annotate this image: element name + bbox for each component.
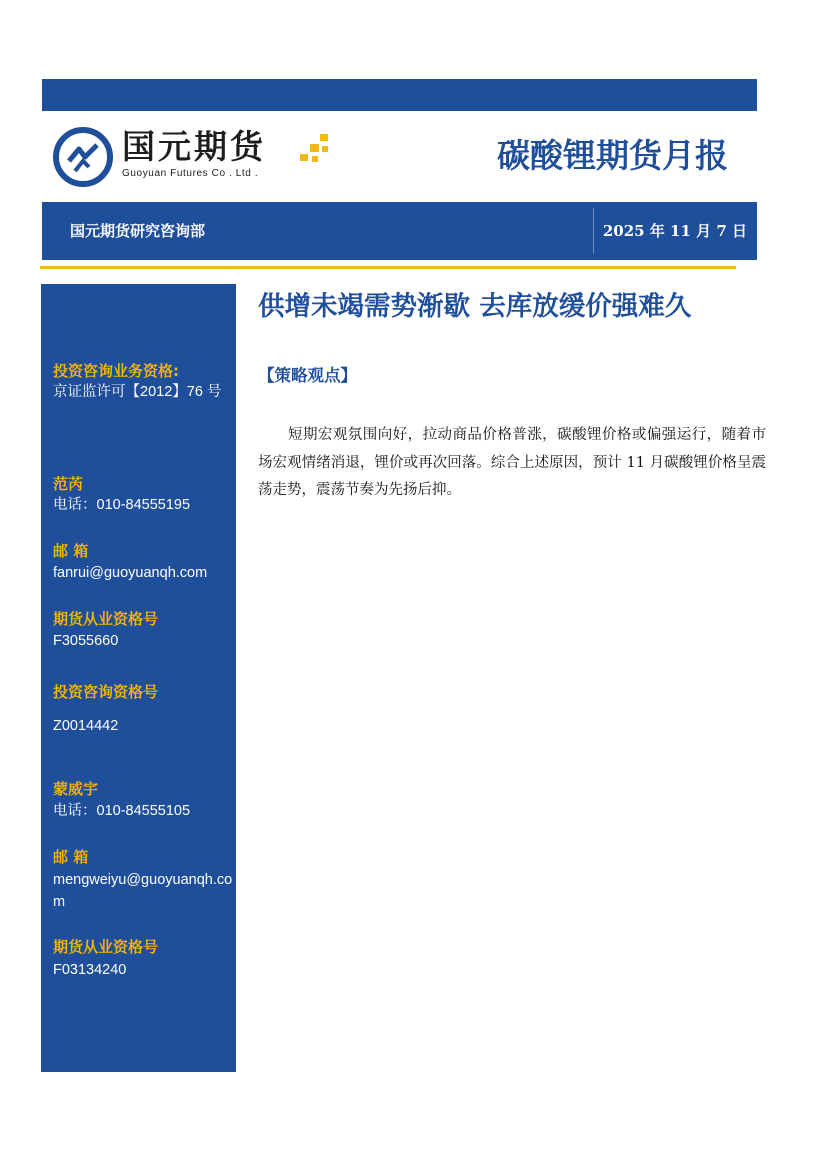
analyst-phone: 电话：010-84555195 [53,497,191,513]
invest-cert-label: 投资咨询资格号 [53,683,159,701]
guoyuan-logo-icon [53,127,113,187]
strategy-paragraph: 短期宏观氛围向好，拉动商品价格普涨，碳酸锂价格或偏强运行，随着市场宏观情绪消退，锂价或再次回落。综合上述原因，预计 11 月碳酸锂价格呈震荡走势，震荡节奏为先扬后抑。 [258,427,766,498]
qualification-label: 投资咨询业务资格: [53,362,179,380]
analyst-email[interactable]: fanrui@guoyuanqh.com [53,565,208,581]
email-label: 邮 箱 [53,542,89,560]
report-date: 2025 年 11 月 7 日 [602,222,747,240]
logo-english-name: Guoyuan Futures Co . Ltd . [122,168,259,179]
qualification-value: 京证监许可【2012】76 号 [53,384,222,400]
futures-cert-label: 期货从业资格号 [53,938,159,956]
gold-divider-line [40,266,736,269]
futures-cert-number: F3055660 [53,633,119,649]
analyst-name: 范芮 [53,475,84,493]
futures-cert-label: 期货从业资格号 [53,610,159,628]
email-label: 邮 箱 [53,848,89,866]
futures-cert-number: F03134240 [53,962,127,978]
invest-cert-number: Z0014442 [53,718,119,734]
analyst-phone: 电话：010-84555105 [53,803,191,819]
logo-chinese-name: 国元期货 [122,127,266,166]
section-heading: 【策略观点】 [258,366,357,385]
divider [593,208,594,254]
report-headline: 供增未竭需势渐歇 去库放缓价强难久 [258,291,692,322]
contact-sidebar [41,284,236,1072]
top-banner-bar [42,79,757,111]
department-bar [42,202,757,260]
department-name: 国元期货研究咨询部 [70,222,206,240]
analyst-name: 蒙威宇 [53,780,99,798]
report-title: 碳酸锂期货月报 [497,136,728,175]
logo-gold-squares-icon [296,132,336,168]
analyst-email[interactable]: mengweiyu@guoyuanqh.com [53,872,233,910]
